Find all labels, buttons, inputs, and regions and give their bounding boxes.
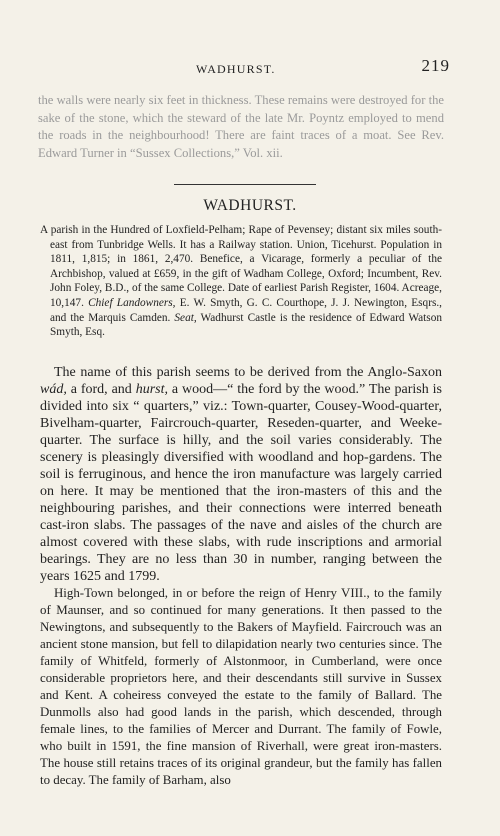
etymology-word-wood: hurst, [135,382,168,397]
etymology-word-ford: wád, [40,382,67,397]
section-divider [174,184,316,185]
body-text [40,364,442,789]
summary-paragraph [40,223,442,340]
section-title: WADHURST. [203,197,297,214]
page-number: 219 [421,56,450,75]
chief-landowners-label: Chief Landowners, [88,296,176,309]
summary-text-1: A parish in the Hundred of Loxfield-Pelham; Rape of Pevensey; distant six miles south-east from Tunbridge Wells. It has a Railway station. Union, Ticehurst. Population in 1811, 1,815; in 1861, 2,470. Benefice, a Vicarage, formerly a peculiar of the Archbishop, valued at £659, in the gift of Wadham College, Oxford; Incumbent, Rev. John Foley, B.D., of the same College. Date of earliest Parish Register, 1604. Acreage, 10,147. [40,224,442,309]
seat-label: Seat, [174,311,197,324]
summary-text-2: E. W. Smyth, G. C. Courthope, J. J. Newington, Esqrs., and the Marquis Camden. [50,296,442,324]
body-paragraph-2: High-Town belonged, in or before the reign of Henry VIII., to the family of Maunser, and so continued for many generations. It then passed to the Newingtons, and subsequently to the Bakers of Mayfield. Faircrouch was an ancient stone mansion, but fell to dilapidation nearly two centuries since. The family of Whitfeld, formerly of Alstonmoor, in Cumberland, were once considerable proprietors here, and their descendants still survive in Sussex and Kent. A coheiress conveyed the estate to the family of Ballard. The Dunmolls also had good lands in the parish, which descended, through female lines, to the families of Mercer and Durrant. The family of Fowle, who built in 1591, the fine mansion of Riverhall, were great iron-masters. The house still retains traces of its original grandeur, but the family has fallen to decay. The family of Barham, also [40,586,442,787]
previous-section-tail: the walls were nearly six feet in thickness. These remains were destroyed for the sake of the stone, which the steward of the late Mr. Poyntz employed to mend the roads in the neighbourhood! There are faint traces of a moat. See Rev. Edward Turner in “Sussex Collections,” Vol. xii. [38,93,444,160]
para1-text-1: The name of this parish seems to be derived from the Anglo-Saxon [54,365,442,380]
para1-text-3: a wood—“ the ford by the wood.” The parish is divided into six “ quarters,” viz.: Town-quarter, Cousey-Wood-quarter, Bivelham-quarter, Faircrouch-quarter, Reseden-quarter, and Weeke-quarter. The surface is hilly, and the soil varies considerably. The scenery is pleasingly diversified with woodland and hop-gardens. The soil is ferruginous, and hence the iron manufacture was largely carried on here. It may be mentioned that the iron-masters of this and the neighbouring parishes, and their connections were interred beneath cast-iron slabs. The passages of the nave and aisles of the church are almost covered with these slabs, with rude inscriptions and armorial bearings. They are no less than 30 in number, ranging between the years 1625 and 1799. [40,382,442,584]
body-paragraph-1 [40,364,442,585]
para1-text-2: a ford, and [66,382,136,397]
summary-text-3: Wadhurst Castle is the residence of Edward Watson Smyth, Esq. [50,311,442,339]
parish-summary [40,223,442,340]
running-title: WADHURST. [196,62,276,76]
